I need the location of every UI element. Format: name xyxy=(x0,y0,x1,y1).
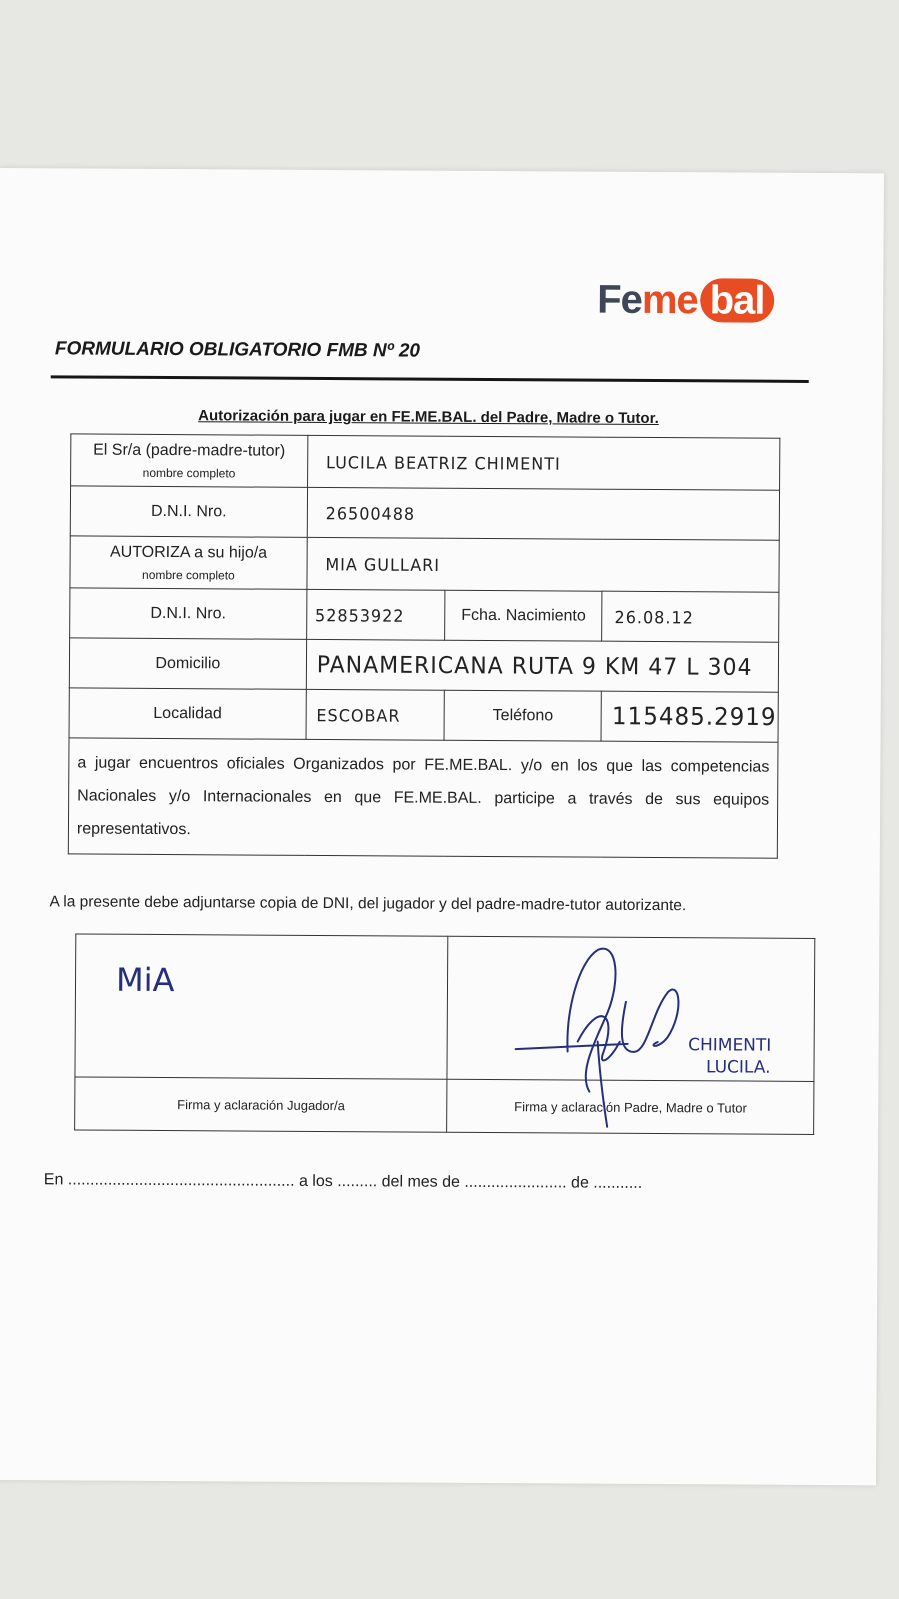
tutor-sublabel: nombre completo xyxy=(142,465,236,480)
birth-date-field[interactable]: 26.08.12 xyxy=(602,590,779,644)
child-label: AUTORIZA a su hijo/a xyxy=(109,543,268,562)
authorization-table xyxy=(68,433,781,858)
address-row xyxy=(69,638,778,692)
child-dni-row xyxy=(70,588,779,642)
city-row xyxy=(69,688,778,742)
birth-date-label: Fcha. Nacimiento xyxy=(445,590,602,641)
form-paper xyxy=(0,168,884,1485)
child-row xyxy=(70,536,779,592)
attachment-note: A la presente debe adjuntarse copia de DNI, del jugador y del padre-madre-tutor autorizante. xyxy=(49,893,687,915)
address-label: Domicilio xyxy=(69,638,306,689)
tutor-label-cell xyxy=(71,434,308,487)
tutor-name-surname: CHIMENTI xyxy=(688,1035,772,1056)
child-sublabel: nombre completo xyxy=(142,567,235,582)
tutor-printed-name xyxy=(688,1034,771,1079)
form-subtitle: Autorización para jugar en FE.ME.BAL. del Padre, Madre o Tutor. xyxy=(198,407,659,428)
logo-bal: bal xyxy=(700,278,775,322)
tutor-dni-field[interactable]: 26500488 xyxy=(307,486,780,541)
player-signature-label: Firma y aclaración Jugador/a xyxy=(75,1077,448,1132)
tutor-label: El Sr/a (padre-madre-tutor) xyxy=(93,441,286,460)
place-date-line[interactable]: En ................................................... a los ......... del mes de ....................... de ........... xyxy=(43,1171,643,1192)
tutor-row xyxy=(71,434,780,490)
city-field[interactable]: ESCOBAR xyxy=(306,688,445,741)
player-signature: MiA xyxy=(115,960,175,1000)
child-name-field[interactable]: MIA GULLARI xyxy=(307,536,780,593)
logo-me: me xyxy=(641,277,698,323)
signature-table xyxy=(74,933,815,1135)
child-label-cell xyxy=(70,536,307,589)
phone-label: Teléfono xyxy=(444,690,601,741)
tutor-signature-label: Firma y aclaración Padre, Madre o Tutor xyxy=(447,1079,814,1134)
form-title: FORMULARIO OBLIGATORIO FMB Nº 20 xyxy=(54,338,421,362)
phone-field[interactable]: 115485.2919 xyxy=(601,690,778,744)
address-field[interactable]: PANAMERICANA RUTA 9 KM 47 L 304 xyxy=(306,638,779,693)
tutor-name-field[interactable]: LUCILA BEATRIZ CHIMENTI xyxy=(307,434,780,491)
tutor-dni-label: D.N.I. Nro. xyxy=(70,486,307,537)
tutor-signature-box[interactable] xyxy=(447,936,814,1081)
authorization-text: a jugar encuentros oficiales Organizados por FE.ME.BAL. y/o en los que las competencias Nacionales y/o Internacionales en que FE.ME.BAL. participe a través de sus equipos representativos. xyxy=(68,738,778,858)
tutor-dni-row xyxy=(70,486,779,540)
title-divider xyxy=(51,375,809,383)
child-dni-field[interactable]: 52853922 xyxy=(306,588,445,641)
player-signature-box[interactable] xyxy=(75,934,448,1079)
authorization-text-row xyxy=(68,738,778,858)
logo-fe: Fe xyxy=(597,277,643,322)
child-dni-label: D.N.I. Nro. xyxy=(70,588,307,639)
city-label: Localidad xyxy=(69,688,306,739)
tutor-name-given: LUCILA. xyxy=(705,1057,771,1078)
femebal-logo xyxy=(597,272,807,337)
